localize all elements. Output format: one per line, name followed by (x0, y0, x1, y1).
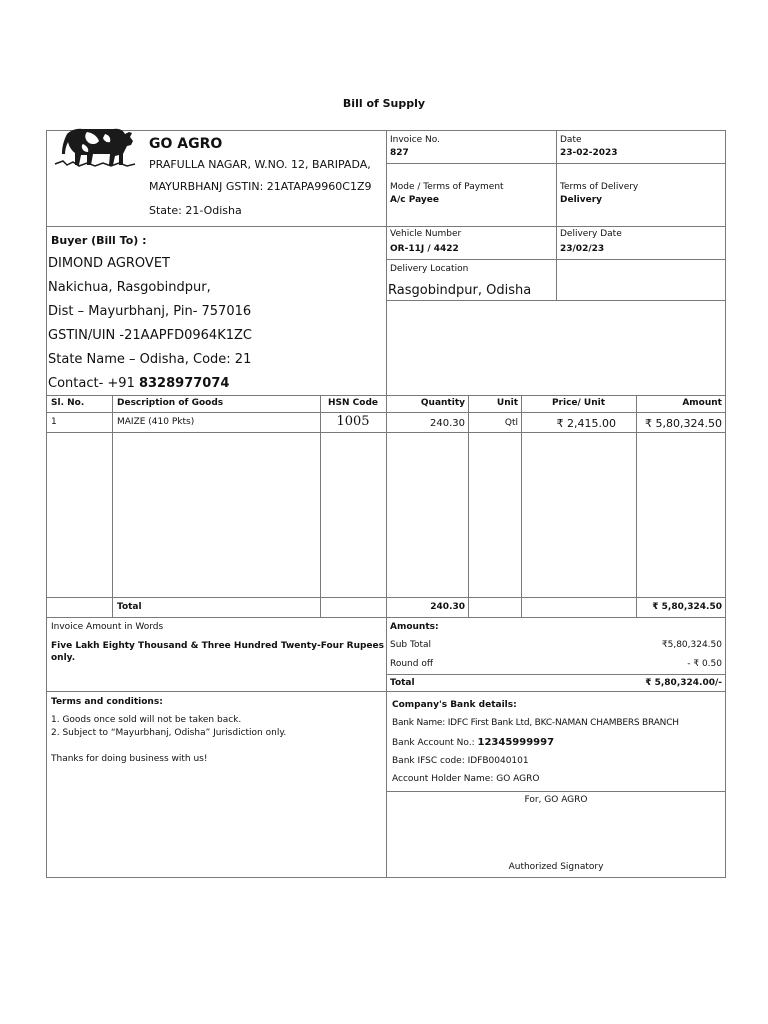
row-price: ₹ 2,415.00 (556, 417, 616, 430)
vehicle-number-label: Vehicle Number (390, 229, 462, 239)
subtotal-value: ₹5,80,324.50 (661, 640, 722, 650)
col-header-amount: Amount (682, 398, 722, 408)
buyer-address: Nakichua, Rasgobindpur, (48, 280, 211, 295)
col-header-unit: Unit (496, 398, 518, 408)
payment-mode-value: A/c Payee (390, 195, 439, 205)
delivery-terms-label: Terms of Delivery (560, 182, 639, 192)
bank-account (392, 737, 554, 748)
roundoff-label: Round off (390, 659, 434, 669)
cow-logo (53, 124, 137, 170)
row-sl: 1 (51, 417, 57, 427)
col-header-quantity: Quantity (420, 398, 465, 408)
bank-name: Bank Name: IDFC First Bank Ltd, BKC-NAMAN CHAMBERS BRANCH (392, 718, 679, 728)
buyer-heading: Buyer (Bill To) : (51, 234, 147, 247)
col-header-price: Price/ Unit (551, 398, 606, 408)
seller-address-line2: MAYURBHANJ GSTIN: 21ATAPA9960C1Z9 (149, 180, 372, 193)
items-total-label: Total (117, 602, 142, 612)
seller-name: GO AGRO (149, 136, 223, 152)
col-header-sl: Sl. No. (51, 398, 85, 408)
document-title: Bill of Supply (342, 97, 426, 110)
grand-total-value: ₹ 5,80,324.00/- (645, 678, 722, 688)
grand-total-label: Total (390, 678, 415, 688)
terms-heading: Terms and conditions: (51, 697, 163, 707)
invoice-no-label: Invoice No. (390, 135, 440, 145)
items-total-amount: ₹ 5,80,324.50 (652, 602, 722, 612)
row-unit: Qtl (504, 418, 518, 428)
buyer-name: DIMOND AGROVET (48, 256, 170, 271)
delivery-location-label: Delivery Location (390, 264, 469, 274)
bank-heading: Company's Bank details: (392, 700, 517, 710)
row-hsn: 1005 (336, 414, 370, 429)
row-quantity: 240.30 (430, 418, 465, 429)
buyer-gstin: GSTIN/UIN -21AAPFD0964K1ZC (48, 328, 252, 343)
date-value: 23-02-2023 (560, 148, 618, 158)
amount-words-line1: Five Lakh Eighty Thousand & Three Hundred Twenty-Four Rupees (51, 641, 384, 651)
buyer-contact-prefix: Contact- +91 (48, 376, 139, 391)
buyer-state: State Name – Odisha, Code: 21 (48, 352, 252, 367)
subtotal-label: Sub Total (390, 640, 432, 650)
thanks-note: Thanks for doing business with us! (51, 754, 208, 764)
roundoff-value: - ₹ 0.50 (687, 659, 722, 669)
buyer-district: Dist – Mayurbhanj, Pin- 757016 (48, 304, 252, 319)
items-total-quantity: 240.30 (430, 602, 465, 612)
seller-state: State: 21-Odisha (149, 204, 242, 217)
terms-line2: 2. Subject to “Mayurbhanj, Odisha” Jurisdiction only. (51, 728, 287, 738)
invoice-no-value: 827 (390, 148, 409, 158)
bank-account-number: 12345999997 (477, 737, 555, 748)
seller-address-line1: PRAFULLA NAGAR, W.NO. 12, BARIPADA, (149, 158, 371, 171)
delivery-date-label: Delivery Date (560, 229, 622, 239)
vehicle-number-value: OR-11J / 4422 (390, 244, 459, 254)
amount-words-line2: only. (51, 653, 76, 663)
amounts-heading: Amounts: (390, 622, 439, 632)
bank-holder: Account Holder Name: GO AGRO (392, 774, 540, 784)
delivery-terms-value: Delivery (560, 195, 603, 205)
row-amount: ₹ 5,80,324.50 (645, 417, 722, 430)
date-label: Date (560, 135, 582, 145)
amount-words-label: Invoice Amount in Words (51, 622, 164, 632)
col-header-hsn: HSN Code (327, 398, 378, 408)
delivery-location-value: Rasgobindpur, Odisha (388, 283, 532, 298)
bank-ifsc: Bank IFSC code: IDFB0040101 (392, 756, 529, 766)
payment-mode-label: Mode / Terms of Payment (390, 182, 504, 192)
terms-line1: 1. Goods once sold will not be taken back. (51, 715, 242, 725)
bank-account-prefix: Bank Account No.: (392, 738, 478, 748)
row-description: MAIZE (410 Pkts) (117, 417, 195, 427)
authorized-signatory-label: Authorized Signatory (508, 862, 604, 872)
for-company-label: For, GO AGRO (524, 795, 588, 805)
col-header-description: Description of Goods (117, 398, 224, 408)
buyer-contact (48, 376, 229, 391)
buyer-contact-number: 8328977074 (138, 376, 230, 391)
delivery-date-value: 23/02/23 (560, 244, 605, 254)
